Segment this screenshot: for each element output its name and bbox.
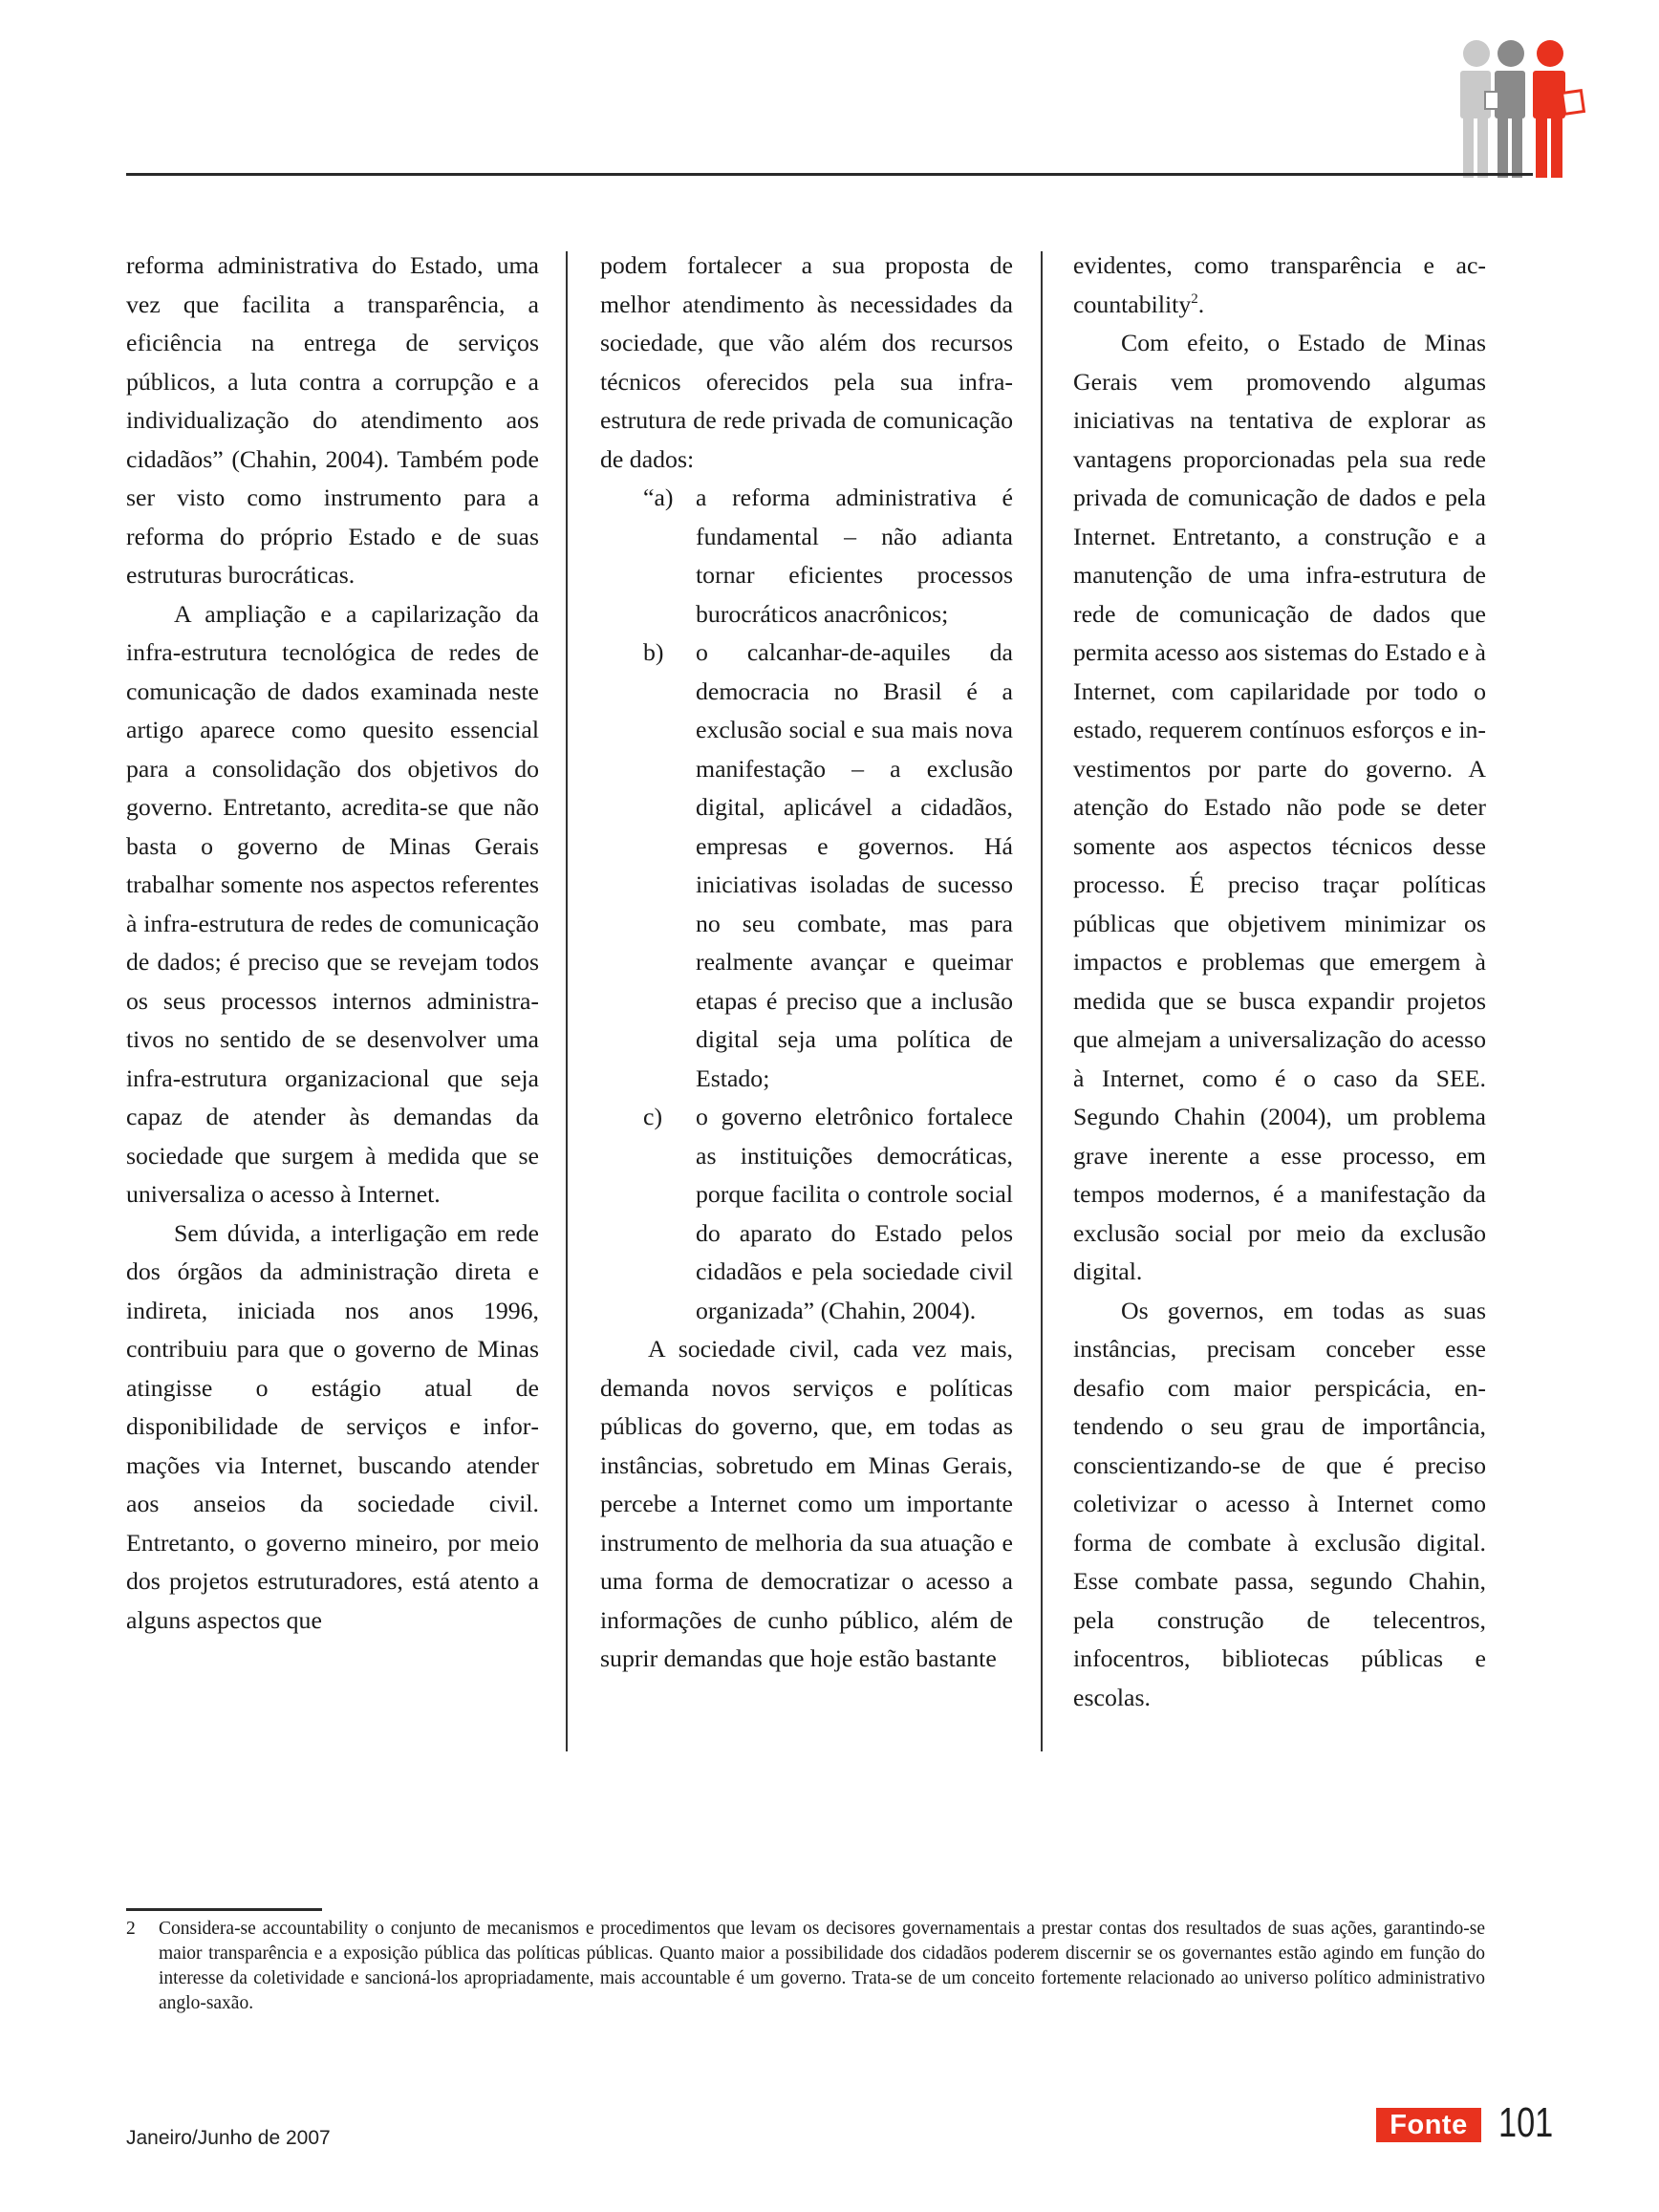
paragraph: A sociedade civil, cada vez mais, demanda novos serviços e políticas públicas do governo, que, em todas as instâncias, sobretudo em Minas Gerais, percebe a Internet como um importante instrumento de melhoria da sua atuação e uma forma de democratizar o acesso a informações de cunho público, além de suprir demandas que hoje estão bastante xyxy=(600,1335,1013,1672)
header-rule xyxy=(126,173,1533,176)
column-2 xyxy=(600,247,1013,1679)
list-item-text: o calcanhar-de-aquiles da democracia no Brasil é a exclusão social e sua mais nova manifestação – a exclusão digital, aplicável a cidadãos, empresas e governos. Há iniciativas isoladas de sucesso no seu combate, mas para realmente avançar e queimar etapas é preciso que a inclusão digital seja uma política de Estado; xyxy=(696,638,1013,1092)
list-item-label: b) xyxy=(643,638,664,666)
column-3 xyxy=(1073,247,1486,1717)
paragraph: A ampliação e a capilarização da infra-estrutura tecnológica de redes de comunicação de dados examinada neste artigo aparece como quesito essencial para a consolidação dos objetivos do governo. Entretanto, acredita-se que não basta o governo de Minas Gerais trabalhar somente nos aspectos referentes à infra-estrutura de redes de comunicação de dados; é preciso que se revejam todos os seus processos internos administrativos no sentido de se desenvolver uma infra-estrutura organizacional que seja capaz de atender às demandas da sociedade que surgem à medida que se universaliza o acesso à Internet. xyxy=(126,599,539,1208)
column-divider xyxy=(1041,251,1043,1751)
footnote-reference[interactable]: 2 xyxy=(1191,290,1198,307)
footnote-text: Considera-se accountability o conjunto de mecanismos e procedimentos que levam os decisores governamentais a prestar contas dos resultados de suas ações, garantindo-se maior transparência e a exposição pública das políticas públicas. Quanto maior a possibilidade dos cidadãos poderem discernir se os governantes estão agindo em função do interesse da coletividade e sancioná-los apropriadamente, mais accountable é um governo. Trata-se de um conceito fortemente relacionado ao universo político administrativo anglo-saxão. xyxy=(159,1919,1485,2013)
paragraph: Os governos, em todas as suas instâncias, precisam conceber esse desafio com maior perspicácia, entendendo o seu grau de importância, conscientizando-se de que é preciso coletivizar o acesso à Internet como forma de combate à exclusão digital. Esse combate passa, segundo Chahin, pela construção de telecentros, infocentros, bibliotecas públicas e escolas. xyxy=(1073,1296,1486,1711)
quote-list xyxy=(600,479,1013,1330)
list-item xyxy=(600,1098,1013,1330)
paragraph xyxy=(1073,247,1486,324)
footnote-rule xyxy=(126,1908,322,1911)
paragraph-end: . xyxy=(1197,290,1205,318)
paragraph-text: evidentes, como transparência e accountability xyxy=(1073,251,1486,318)
footnote-number: 2 xyxy=(126,1919,136,1939)
issue-date: Janeiro/Junho de 2007 xyxy=(126,2127,331,2149)
list-item-label: “a) xyxy=(643,483,674,511)
paragraph: podem fortalecer a sua proposta de melhor atendimento às necessidades da sociedade, que vão além dos recursos técnicos oferecidos pela sua infra-estrutura de rede privada de comunicação de dados: xyxy=(600,251,1013,473)
paragraph: Sem dúvida, a interligação em rede dos órgãos da administração direta e indireta, iniciada nos anos 1996, contribuiu para que o governo de Minas atingisse o estágio atual de disponibilidade de serviços e informações via Internet, buscando atender aos anseios da sociedade civil. Entretanto, o governo mineiro, por meio dos projetos estruturadores, está atento a alguns aspectos que xyxy=(126,1218,539,1634)
column-1 xyxy=(126,247,539,1640)
list-item-text: o governo eletrônico fortalece as instituições democráticas, porque facilita o controle social do aparato do Estado pelos cidadãos e pela sociedade civil organizada” (Chahin, 2004). xyxy=(696,1103,1013,1324)
three-people-icon xyxy=(1451,36,1594,178)
list-item-text: a reforma administrativa é fundamental – não adianta tornar eficientes processos burocráticos anacrônicos; xyxy=(696,483,1013,628)
list-item xyxy=(600,479,1013,634)
list-item-label: c) xyxy=(643,1103,663,1130)
brand-logo: Fonte xyxy=(1376,2108,1481,2142)
footnote xyxy=(126,1917,1485,2016)
page-number: 101 xyxy=(1498,2099,1554,2146)
column-divider xyxy=(566,251,568,1751)
paragraph: Com efeito, o Estado de Minas Gerais vem promovendo algumas iniciativas na tentativa de explorar as vantagens proporcionadas pela sua rede privada de comunicação de dados e pela Internet. Entretanto, a construção e a manutenção de uma infra-estrutura de rede de comunicação de dados que permita acesso aos sistemas do Estado e à Internet, com capilaridade por todo o estado, requerem contínuos esforços e investimentos por parte do governo. A atenção do Estado não pode se deter somente aos aspectos técnicos desse processo. É preciso traçar políticas públicas que objetivem minimizar os impactos e problemas que emergem à medida que se busca expandir projetos que almejam a universalização do acesso à Internet, como é o caso da SEE. Segundo Chahin (2004), um problema grave inerente a esse processo, em tempos modernos, é a manifestação da exclusão social por meio da exclusão digital. xyxy=(1073,329,1486,1285)
paragraph: reforma administrativa do Estado, uma vez que facilita a transparência, a eficiência na entrega de serviços públicos, a luta contra a corrupção e a individualização do atendimento aos cidadãos” (Chahin, 2004). Também pode ser visto como instrumento para a reforma do próprio Estado e de suas estruturas burocráticas. xyxy=(126,251,539,589)
list-item xyxy=(600,634,1013,1098)
